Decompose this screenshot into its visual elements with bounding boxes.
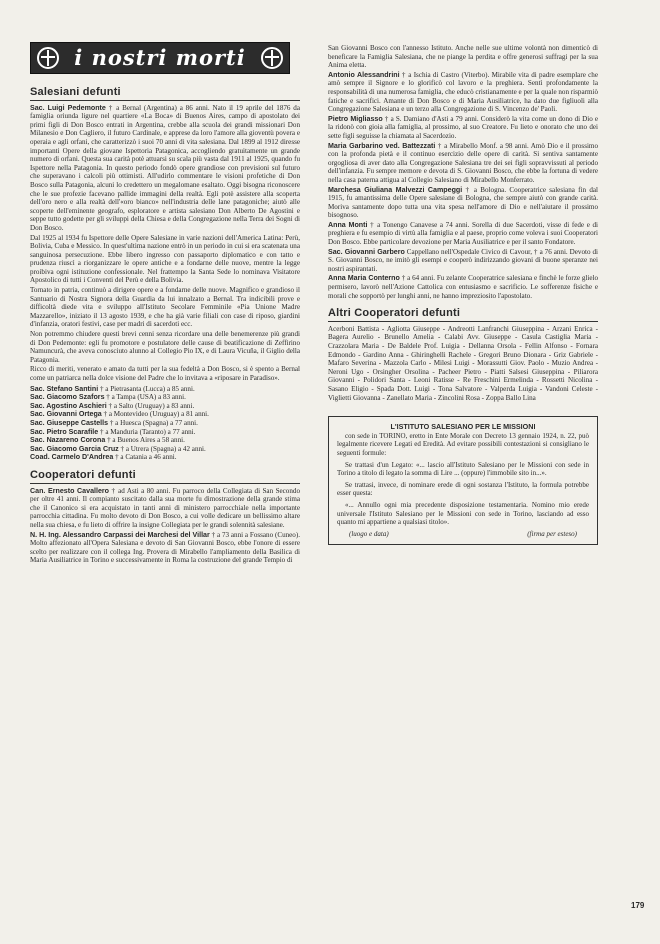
cross-icon: [261, 47, 283, 69]
list-item-info: † a Montevideo (Uruguay) a 81 anni.: [103, 410, 209, 419]
page-number: 179: [631, 901, 645, 910]
obituary-entry: [328, 142, 598, 185]
right-column: [328, 44, 598, 545]
notice-paragraph: Se trattasi, invece, di nominare erede di ogni sostanza l'Istituto, la formula potrebbe esser questa:: [337, 480, 589, 498]
list-item: [30, 410, 300, 419]
list-item-name: Sac. Giacomo Szafors: [30, 393, 105, 402]
list-item-name: Sac. Pietro Scarafile: [30, 427, 99, 436]
notice-paragraph: con sede in TORINO, eretto in Ente Morale con Decreto 13 gennaio 1924, n. 22, può legalmente ricevere Legati ed Eredità. Ad evitare possibili contestazioni si consigliano le seguenti formule:: [337, 431, 589, 457]
list-item-name: Sac. Giuseppe Castells: [30, 418, 109, 427]
obituary-text: † a S. Damiano d'Asti a 79 anni. Considerò la vita come un dono di Dio e la ridonò con gioia alla famiglia, al prossimo, al suo Creatore. Fu lieto e onorato che uno dei sette figli seguisse la chiamata al Sacerdozio.: [328, 114, 598, 140]
obituary-name: Can. Ernesto Cavallero: [30, 486, 109, 495]
cross-icon: [37, 47, 59, 69]
list-item-name: Sac. Agostino Aschieri: [30, 401, 107, 410]
notice-paragraph: «... Annullo ogni mia precedente disposizione testamentaria. Nomino mio erede universale l'Istituto Salesiano per le Missioni con sede in Torino, lasciando ad esso quanto mi appartiene a qualsiasi titolo».: [337, 500, 589, 527]
obituary-text: † a 64 anni. Fu zelante Cooperatrice salesiana e finchè le forze glielo permisero, lavorò nell'Azione Cattolica con entusiasmo e sacrificio. Le sofferenze fisiche e morali che sopportò per lunghi anni, ne hanno impreziosito l'apostolato.: [328, 274, 598, 300]
divider: [328, 321, 598, 322]
section-title-altri: Altri Cooperatori defunti: [328, 307, 461, 320]
obituary-name: Marchesa Giuliana Malvezzi Campeggi: [328, 185, 463, 194]
list-item: [30, 428, 300, 437]
obituary-entry: [328, 248, 598, 274]
obituary-text: † a Bernal (Argentina) a 86 anni. Nato il 19 aprile del 1876 da famiglia oriunda ligure nel quartiere «La Boca» di Buenos Aires, campo di apostolato dei primi figli di Don Bosco entrati in Argentina, crebbe alla scuola dei grandi missionari Don Milanesio e Don Cagliero, il futuro Cardinale, e apprese da loro l'amore alla gioventù povera e operaia e agli orfani, che caratterizzò i suoi 70 anni di vita salesiana. Dal 1899 al 1912 diresse importanti Opere della giovane Ispettoria Patagonica, accogliendo gratuitamente un grande numero di orfani. Questa sua carità potè attuarsi su scala più vasta dal 1911 al 1925, quando fu Ispettore nella Patagonia. In questo periodo fondò opere grandiose con previsioni sul futuro che superavano i calcoli più ottimisti. All'udirlo commentare le visioni profetiche di Don Bosco sulla Patagonia, alcuni lo credettero un megalomane esaltato. Oggi bisogna riconoscere che le sue profezie facevano pallide immagini della realtà. Egli potè assistere alla scoperta dell'oro nero e alla realtà dell'«oro bianco» nell'industria delle lane patagoniche; aiutò alle scoperte dell'eminente geografo, esploratore e artista salesiano Don Alberto De Agostini e seppe tutto godette per gli sviluppi della Chiesa e della Congregazione nella Terra dei Sogni di Don Bosco.: [30, 103, 300, 232]
list-item-info: † a Huesca (Spagna) a 77 anni.: [109, 418, 198, 427]
obituary-name: Sac. Luigi Pedemonte: [30, 103, 106, 112]
obituary-entry: [328, 221, 598, 247]
list-item-info: † a Tampa (USA) a 83 anni.: [106, 393, 186, 402]
obituary-carpassi: [30, 531, 300, 565]
short-list: [30, 385, 300, 462]
left-column: [30, 42, 300, 566]
obituary-text: † a Mirabello Monf. a 98 anni. Amò Dio e il prossimo con la profonda pietà e il continuo esercizio delle opere di carità. Si sentiva santamente orgogliosa di aver dato alla Congregazione Salesiana tre dei sei figli sopravvissuti al periodo dell'infanzia. Fu sempre memore e devota di S. Giovanni Bosco, che ebbe la fortuna di vedere nella casa paterna attigua al Collegio Salesiano di Mirabello Monferrato.: [328, 141, 598, 184]
obituary-entry: [328, 186, 598, 220]
obituary-entry: [328, 274, 598, 300]
list-item-name: Coad. Carmelo D'Andrea: [30, 453, 114, 462]
continued-text: San Giovanni Bosco con l'annesso Istituto. Anche nelle sue ultime volontà non dimenticò di beneficare la Famiglia Salesiana, che ne piange la perdita e offre generosi suffragi per la sua Anima eletta.: [328, 44, 598, 70]
obituary-text: † a Bologna. Cooperatrice salesiana fin dal 1915, fu amantissima delle Opere salesiane di Bologna, che sempre aiutò con grande carità. Moriva santamente dopo tutta una vita spesa nell'amore di Dio e nell'aiutare il prossimo bisognoso.: [328, 185, 598, 220]
list-item-name: Sac. Giovanni Ortega: [30, 410, 102, 419]
list-item-name: Sac. Stefano Santini: [30, 384, 99, 393]
list-item-info: † a Pietrasanta (Lucca) a 85 anni.: [99, 384, 195, 393]
section-title-salesiani: Salesiani defunti: [30, 86, 121, 98]
legacy-notice-box: [328, 416, 598, 545]
obituary-name: Antonio Alessandrini: [328, 70, 400, 79]
obituary-paragraph: Non potremmo chiudere questi brevi cenni senza ricordare una delle benemerenze più grandi di Don Pedemonte: egli fu promotore e postulatore delle cause di beatificazione di Zeffirino Namuncurà, che aveva conosciuto alunno al Collegio Pio IX, e di Laura Vicuña, il Giglio della Patagonia.: [30, 330, 300, 364]
name-list: Acerboni Battista - Agliotta Giuseppe - Andreotti Lanfranchi Giuseppina - Arzani Enrica - Bagera Aurelio - Brunello Amelia - Calabi Avv. Giuseppe - Casula Castiglia Maria - Crazzolara Maria - De Baldele Prof. Luigia - Dellanna Orsola - Fellin Alfonso - Fornara Edmondo - Gardino Anna - Ghiringhelli Rachele - Gregori Bruno Dionara - Griz Gabriele - Mafaro Severina - Mazzola Carlo - Milesi Luigi - Morassutti Giov. Paolo - Muzio Andrea - Neroni Ugo - Orsingher Orsolina - Pacheer Pietro - Piatti Salsesi Giuseppina - Piliarora Giovanni - Polidori Santa - Leoni Ratisse - Re Freschini Ermelinda - Rossetti Nicolina - Sasano Eligio - Spada Dott. Luigi - Tona Salvatore - Valperda Luigia - Vandoni Celeste - Viglietti Giovanna - Zanellato Maria - Zincolini Rosa - Zoppa Ballo Lina: [328, 324, 598, 402]
obituary-text: † a Tonengo Canavese a 74 anni. Sorella di due Sacerdoti, visse di fede e di preghiera e fu esempio di virtù alla famiglia e al paese, proprio come voleva i suoi Cooperatori Don Bosco. Ebbe particolare devozione per Maria Ausiliatrice e per il santo Fondatore.: [328, 220, 598, 247]
list-item: [30, 453, 300, 462]
list-item-info: † a Utrera (Spagna) a 42 anni.: [120, 444, 206, 453]
list-item: [30, 436, 300, 445]
obituary-text: † a 73 anni a Fossano (Cuneo). Molto affezionato all'Opera Salesiana e devoto di San Giovanni Bosco, ebbe l'onore di essere scelto per realizzare con il collega Ing. Provera di Mirabello l'ampliamento della Basilica di Maria Ausiliatrice in Torino e successivamente in Roma la costruzione del grande Tempio di: [30, 530, 300, 565]
obituary-pedemonte: [30, 104, 300, 233]
list-item-name: Sac. Giacomo Garcia Cruz: [30, 444, 119, 453]
obituary-text: † ad Asti a 80 anni. Fu parroco della Collegiata di San Secondo per oltre 41 anni. Il compianto suscitato dalla sua morte fu dimostrazione della grande stima che il Canonico si era acquistato in tanti anni di ministero parrocchiale nella importante parrocchia cittadina. Fu molto devoto di Don Bosco, a cui volle dedicare un bellissimo altare nella sua chiesa, e fu lieto di offrire la insigne Collegiata per le grandi solennità salesiane.: [30, 486, 300, 529]
signature-label: (firma per esteso): [527, 529, 577, 538]
obituary-name: Sac. Giovanni Garbero: [328, 247, 405, 256]
place-date-label: (luogo e data): [349, 529, 389, 538]
obituary-name: Maria Garbarino ved. Battezzati: [328, 141, 436, 150]
obituary-text: † a Ischia di Castro (Viterbo). Mirabile vita di padre esemplare che amò sempre il Signore e lo glorificò col lavoro e la preghiera. Sentì profondamente la responsabilità di una numerosa famiglia, che educò cristianamente e per la quale non risparmiò fatiche e sacrifici. Amante di Don Bosco e di Maria Ausiliatrice, ha dato due figliuoli alla Congregazione Salesiana e un terzo alla Congregazione di S. Vincenzo de' Paoli.: [328, 70, 598, 114]
notice-paragraph: Se trattasi d'un Legato: «... lascio all'Istituto Salesiano per le Missioni con sede in Torino a titolo di legato la somma di Lire ... (oppure) l'immobile sito in...».: [337, 460, 589, 478]
list-item-info: † a Catania a 46 anni.: [115, 453, 177, 462]
obituary-paragraph: Ricco di meriti, venerato e amato da tutti per la sua fedeltà a Don Bosco, si è spento a Bernal come un patriarca nella dolce visione del Padre che lo invitava a «riposare in Paradiso».: [30, 365, 300, 382]
page: [28, 42, 645, 910]
section-title-cooperatori: Cooperatori defunti: [30, 468, 136, 481]
list-item: [30, 402, 300, 411]
obituary-name: Pietro Migliasso: [328, 114, 383, 123]
list-item-info: † a Buenos Aires a 58 anni.: [107, 436, 185, 445]
obituary-name: N. H. Ing. Alessandro Carpassi dei Marchesi del Villar: [30, 530, 210, 539]
obituary-cavallero: [30, 487, 300, 530]
list-item-info: † a Manduria (Taranto) a 77 anni.: [100, 427, 196, 436]
banner: [30, 42, 290, 74]
obituary-name: Anna Monti: [328, 220, 368, 229]
list-item: [30, 419, 300, 428]
divider: [30, 100, 300, 101]
obituary-paragraph: Dal 1925 al 1934 fu Ispettore delle Opere Salesiane in varie nazioni dell'America Latina: Perù, Bolivia, Cuba e Messico. In quest'ultima nazione entrò in un periodo in cui si era scatenata una sanguinosa persecuzione. Ebbe libero ingresso con passaporto diplomatico e con tatto e prudenza riuscì a riorganizzare le opere antiche e a fondarne delle nuove, mentre la legge proibiva ogni istituzione confessionale. Nel frattempo la Santa Sede lo nominava Visitatore Apostolico di tutti i Conventi del Perù e della Bolivia.: [30, 233, 300, 285]
list-item-info: † a Salto (Uruguay) a 83 anni.: [108, 401, 195, 410]
list-item: [30, 385, 300, 394]
obituary-paragraph: Tornato in patria, continuò a dirigere opere e a fondarne delle nuove. Magnifico e grandioso il Santuario di Nostra Signora della Guardia da lui innalzato a Bernal. Tra indicibili prove e difficoltà diede vita e sviluppo all'Istituto Secolare Femminile «Pia Unione Madre Mazzarello», iniziato il 13 agosto 1939, e che ha già varie filiali con case di riposo, giardini d'infanzia, oratori festivi, case per madri di sacerdoti ecc.: [30, 286, 300, 329]
notice-signature-line: [337, 530, 589, 539]
obituary-name: Anna Maria Conterno: [328, 274, 400, 283]
obituary-text: Cappellano nell'Ospedale Civico di Cavour, † a 76 anni. Devoto di S. Giovanni Bosco, ne imitò gli esempi e cooperò indirizzando giovani di buone speranze nei nostri aspirantati.: [328, 247, 598, 273]
obituary-entry: [328, 115, 598, 141]
list-item: [30, 445, 300, 454]
notice-title: L'ISTITUTO SALESIANO PER LE MISSIONI: [390, 422, 536, 432]
obituary-entry: [328, 71, 598, 114]
list-item-name: Sac. Nazareno Corona: [30, 436, 106, 445]
divider: [30, 483, 300, 484]
banner-title: i nostri morti: [74, 44, 246, 70]
list-item: [30, 393, 300, 402]
